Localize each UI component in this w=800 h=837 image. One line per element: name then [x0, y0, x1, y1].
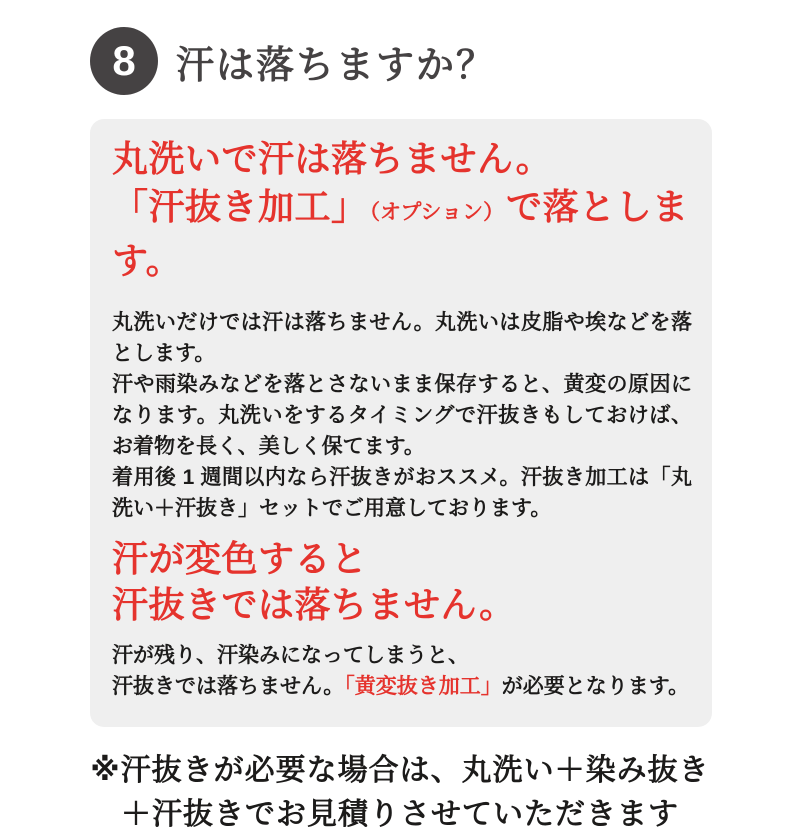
paragraph1-sentence-3: 着用後 1 週間以内なら汗抜きがおススメ。汗抜き加工は「丸洗い＋汗抜き」セットでご用意しております。: [112, 466, 692, 520]
faq-section: [0, 27, 800, 831]
question-number: 8: [112, 37, 136, 84]
paragraph1-sentence-2: 汗や雨染みなどを落とさないまま保存すると、黄変の原因になります。丸洗いをするタイミングで汗抜きもしておけば、お着物を長く、美しく保てます。: [112, 373, 692, 458]
headline1-rest: で落とします。: [112, 186, 689, 281]
headline2-line2: 汗抜きでは落ちません。: [112, 584, 516, 625]
paragraph2-pre: 汗抜きでは落ちません。: [112, 675, 345, 698]
question-title: 汗は落ちますか？: [176, 44, 497, 87]
paragraph2-post: が必要となります。: [501, 675, 690, 698]
headline1-line2: [112, 183, 692, 285]
headline1-quote: 「汗抜き加工」: [112, 186, 368, 227]
question-header: [90, 27, 800, 95]
footer-line-1: ※汗抜きが必要な場合は、丸洗い＋染み抜き: [90, 754, 710, 787]
paragraph2-line-1: 汗が残り、汗染みになってしまうと、: [112, 644, 469, 667]
footer-note: [0, 749, 800, 837]
answer-headline-1: [112, 135, 692, 285]
paragraph1-sentence-1: 丸洗いだけでは汗は落ちません。丸洗いは皮脂や埃などを落とします。: [112, 311, 692, 365]
answer-headline-2: [112, 536, 692, 628]
question-number-badge: [90, 27, 158, 95]
paragraph2-line-2: [112, 671, 692, 702]
headline1-option-note: （オプション）: [369, 201, 505, 224]
answer-paragraph-2: [112, 640, 692, 702]
footer-line-2: ＋汗抜きでお見積りさせていただきます: [121, 798, 679, 831]
headline2-line1: 汗が変色すると: [112, 538, 368, 579]
answer-paragraph-1: [112, 307, 692, 524]
headline1-line1: 丸洗いで汗は落ちません。: [112, 138, 553, 179]
paragraph2-highlight: 「黄変抜き加工」: [344, 675, 502, 698]
answer-box: [90, 119, 712, 727]
